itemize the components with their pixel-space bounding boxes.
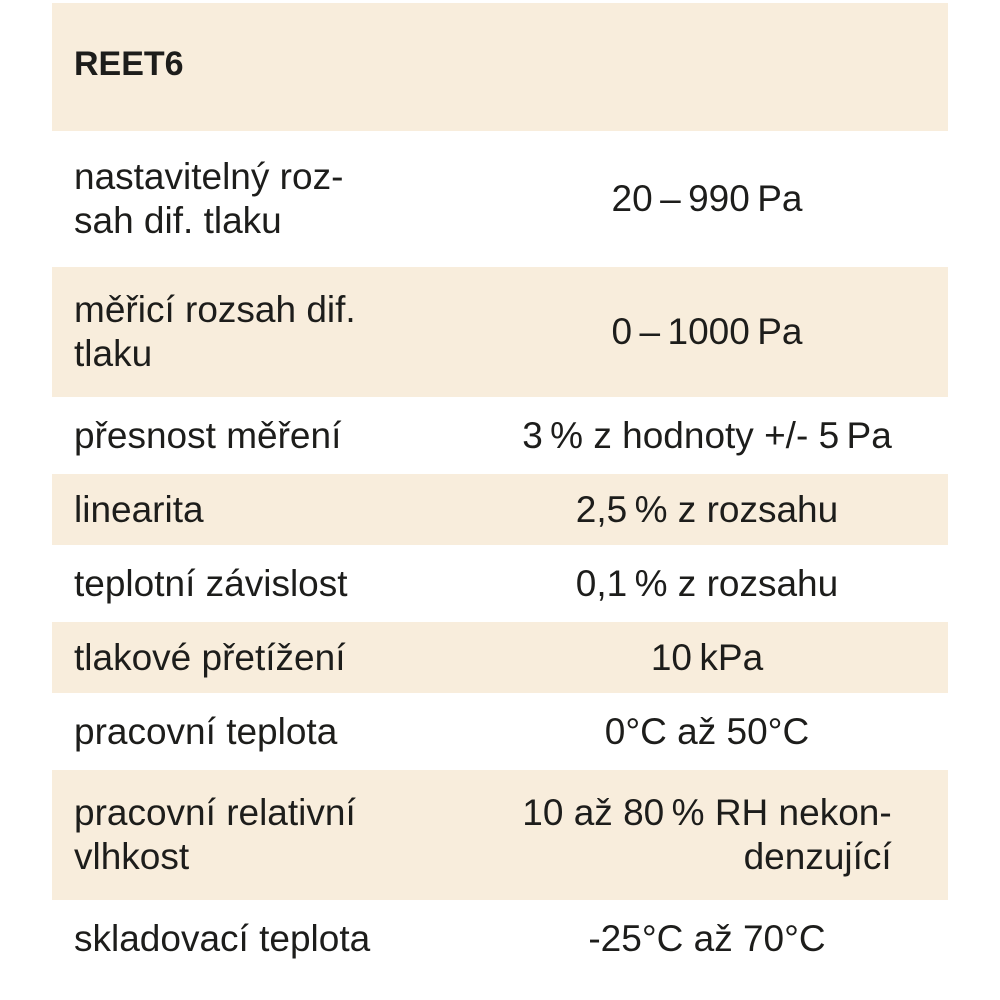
- row-value: [470, 769, 948, 902]
- row-label: [52, 133, 470, 266]
- row-value-line: denzující: [743, 836, 892, 877]
- table-row: [52, 621, 948, 695]
- row-value-line: 0 – 1000 Pa: [611, 311, 803, 352]
- row-label-line: přesnost měření: [74, 414, 342, 456]
- row-label: [52, 621, 470, 695]
- row-label-line: linearita: [74, 488, 204, 530]
- table-row: [52, 695, 948, 769]
- row-label-line: nastavitelný roz-: [74, 156, 344, 197]
- row-value: [470, 473, 948, 547]
- table-header-row: [52, 3, 948, 133]
- row-value-line: -25°C až 70°C: [588, 917, 826, 959]
- row-value: [470, 621, 948, 695]
- row-label-line: tlakové přetížení: [74, 636, 346, 678]
- row-label: [52, 473, 470, 547]
- table-row: [52, 547, 948, 621]
- row-label: [52, 695, 470, 769]
- table-row: [52, 473, 948, 547]
- row-label: [52, 769, 470, 902]
- row-label: [52, 902, 470, 976]
- table-row: [52, 902, 948, 976]
- spec-table: [52, 3, 948, 977]
- row-label-line: pracovní relativní: [74, 792, 356, 833]
- row-value-line: 0,1 % z rozsahu: [575, 562, 839, 604]
- row-value-line: 0°C až 50°C: [604, 710, 810, 752]
- row-value-line: 10 kPa: [650, 636, 764, 678]
- row-label-line: vlhkost: [74, 836, 190, 877]
- row-value-line: 10 až 80 % RH nekon-: [522, 792, 892, 833]
- row-label: [52, 266, 470, 399]
- table-row: [52, 399, 948, 473]
- row-label-line: tlaku: [74, 333, 153, 374]
- row-label: [52, 399, 470, 473]
- table-row: [52, 769, 948, 902]
- row-label-line: měřicí rozsah dif.: [74, 289, 356, 330]
- row-label-line: sah dif. tlaku: [74, 200, 282, 241]
- row-value: [470, 133, 948, 266]
- row-value-wrap: [522, 791, 891, 879]
- row-label-line: teplotní závislost: [74, 562, 348, 604]
- row-label-line: pracovní teplota: [74, 710, 338, 752]
- row-value-line: 3 % z hodnoty +/- 5 Pa: [522, 414, 892, 456]
- row-value-line: 2,5 % z rozsahu: [575, 488, 839, 530]
- row-value: [470, 695, 948, 769]
- row-value: [470, 399, 948, 473]
- row-label-line: skladovací teplota: [74, 917, 371, 959]
- row-value-line: 20 – 990 Pa: [611, 178, 803, 219]
- row-value: [470, 266, 948, 399]
- row-label: [52, 547, 470, 621]
- table-row: [52, 133, 948, 266]
- row-value: [470, 547, 948, 621]
- row-value: [470, 902, 948, 976]
- table-title: REET6: [52, 3, 948, 133]
- table-row: [52, 266, 948, 399]
